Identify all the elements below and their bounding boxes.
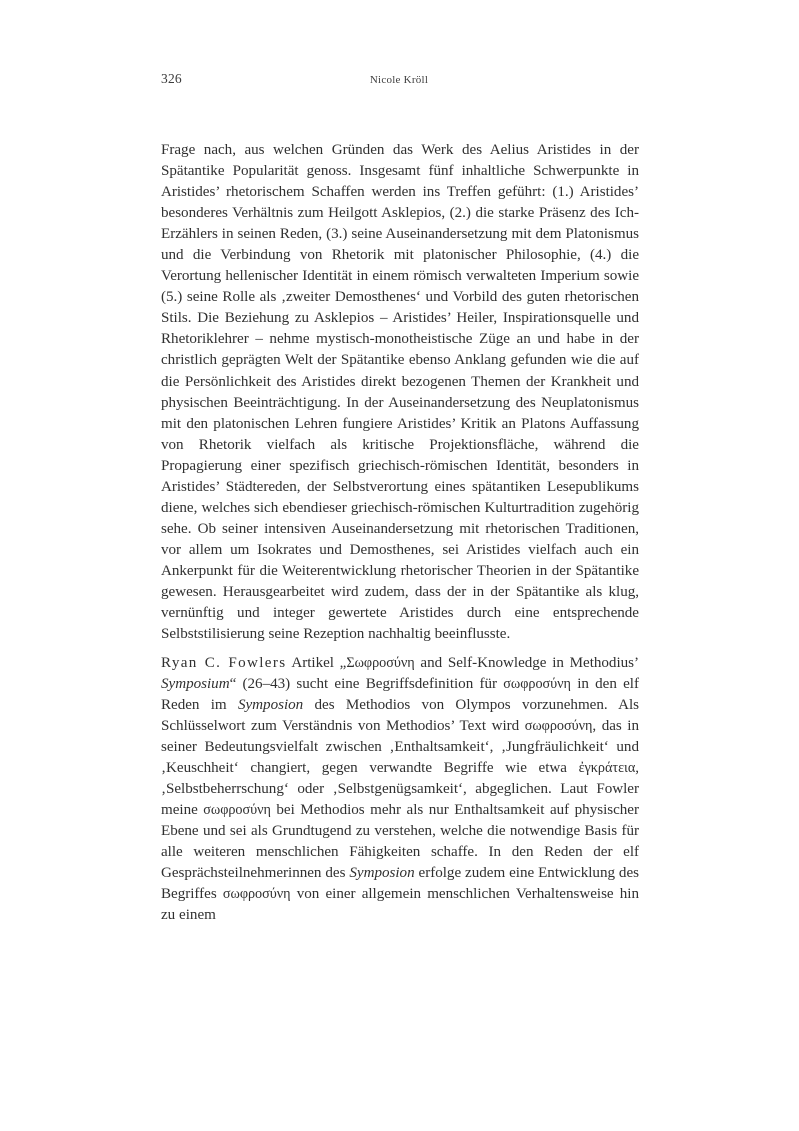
- work-title-symposium: Symposium: [161, 675, 230, 692]
- text-run: Artikel „: [286, 654, 347, 671]
- running-head: [161, 70, 638, 88]
- running-head-title: Nicole Kröll: [369, 74, 429, 86]
- greek-term-sophrosyne-2: σωφροσύνη: [524, 717, 593, 734]
- author-name: Ryan C. Fowlers: [161, 654, 287, 671]
- text-run: in den elf Reden im: [161, 675, 639, 713]
- text-run: von einer allgemein menschlichen Verhaltensweise hin zu einem: [161, 886, 639, 924]
- page-number: 326: [161, 71, 182, 86]
- body-text-block: [161, 140, 639, 926]
- work-title-symposion-2: Symposion: [349, 865, 415, 882]
- text-run: “ (26–43) sucht eine Begriffsdefinition für: [229, 675, 504, 692]
- greek-term-enkrateia: ἐγκράτεια: [578, 759, 636, 776]
- paragraph-fowler: [161, 653, 639, 927]
- text-run: and Self-Knowledge in Methodius’: [414, 654, 640, 671]
- greek-term-sophrosyne-title: Σωφροσύνη: [346, 654, 415, 671]
- work-title-symposion-1: Symposion: [237, 696, 304, 713]
- text-run: , das in seiner Bedeutungsvielfalt zwischen ‚Enthaltsamkeit‘, ‚Jungfräulichkeit‘ und ‚Keuschheit‘ changiert, gegen verwandte Begriffe wie etwa: [161, 717, 639, 776]
- text-run: , ‚Selbstbeherrschung‘ oder ‚Selbstgenügsamkeit‘, abgeglichen. Laut Fowler meine: [161, 759, 639, 818]
- paragraph-aristides: Frage nach, aus welchen Gründen das Werk des Aelius Aristides in der Spätantike Popularität genoss. Insgesamt fünf inhaltliche Schwerpunkte in Aristides’ rhetorischem Schaffen werden ins Treffen geführt: (1.) Aristides’ besonderes Verhältnis zum Heilgott Asklepios, (2.) die starke Präsenz des Ich-Erzählers in seinen Reden, (3.) seine Auseinandersetzung mit dem Platonismus und die Verbindung von Rhetorik mit platonischer Philosophie, (4.) die Verortung hellenischer Identität in einem römisch verwalteten Imperium sowie (5.) seine Rolle als ‚zweiter Demosthenes‘ und Vorbild des guten rhetorischen Stils. Die Beziehung zu Asklepios – Aristides’ Heiler, Inspirationsquelle und Rhetoriklehrer – nehme mystisch-monotheistische Züge an und habe in der christlich geprägten Welt der Spätantike ebenso Anklang gefunden wie die auf die Persönlichkeit des Aristides direkt bezogenen Themen der Krankheit und physischen Beeinträchtigung. In der Auseinandersetzung des Neuplatonismus mit den platonischen Lehren fungiere Aristides’ Kritik an Platons Auffassung von Rhetorik vielfach als kritische Projektionsfläche, während die Propagierung einer spezifisch griechisch-römischen Identität, besonders in Aristides’ Städtereden, der Selbstverortung eines spätantiken Lesepublikums diene, welches sich ebendieser griechisch-römischen Kulturtradition zugehörig sehe. Ob seiner intensiven Auseinandersetzung mit rhetorischen Traditionen, vor allem um Isokrates und Demosthenes, sei Aristides vielfach auch ein Ankerpunkt für die Weiterentwicklung rhetorischer Theorien in der Spätantike gewesen. Herausgearbeitet wird zudem, dass der in der Spätantike als klug, vernünftig und integer gewertete Aristides durch eine entsprechende Selbststilisierung seine Rezeption nachhaltig beeinflusste.: [161, 142, 639, 643]
- greek-term-sophrosyne-4: σωφροσύνη: [222, 886, 291, 903]
- greek-term-sophrosyne-1: σωφροσύνη: [503, 675, 571, 692]
- text-run: erfolge zudem eine Entwicklung des Begriffes: [161, 865, 639, 903]
- greek-term-sophrosyne-3: σωφροσύνη: [203, 801, 271, 818]
- text-run: bei Methodios mehr als nur Enthaltsamkeit auf physischer Ebene und sei als Grundtugend zu verstehen, welche die notwendige Basis für alle weiteren menschlichen Fähigkeiten schaffe. In den Reden der elf Gesprächsteilnehmerinnen des: [161, 801, 639, 882]
- text-run: des Methodios von Olympos vorzunehmen. Als Schlüsselwort zum Verständnis von Methodios’ Text wird: [161, 696, 639, 734]
